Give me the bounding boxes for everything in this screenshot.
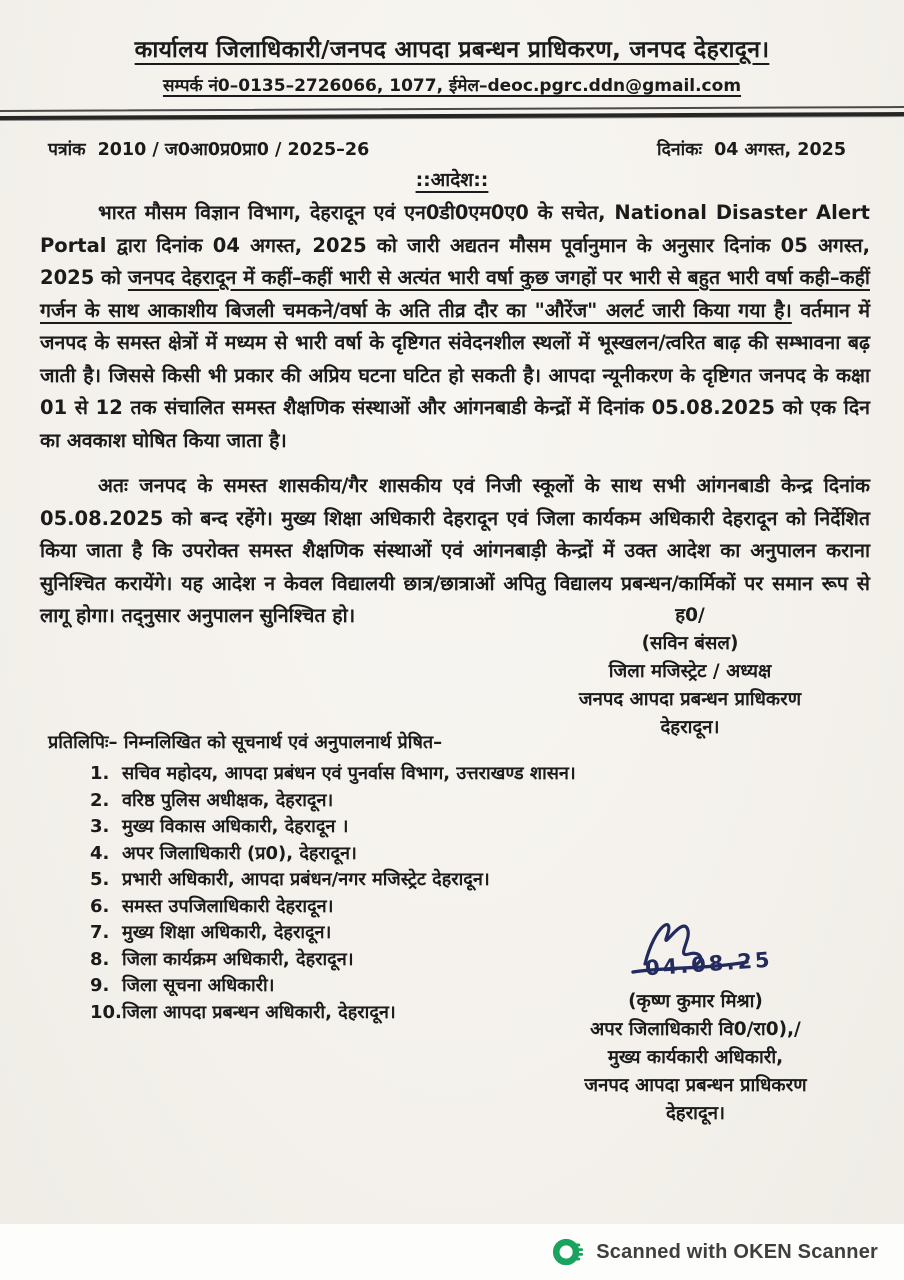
copy-list-item: [48, 947, 633, 974]
copy-list-number: 6.: [90, 895, 110, 917]
copy-list-text: जिला आपदा प्रबन्धन अधिकारी, देहरादून।: [122, 1001, 396, 1023]
copy-list-text: अपर जिलाधिकारी (प्र0), देहरादून।: [122, 842, 357, 864]
signature-line: अपर जिलाधिकारी वि0/रा0),/: [590, 1019, 801, 1040]
reference-row: [48, 137, 846, 161]
signature-line: जिला मजिस्ट्रेट / अध्यक्ष: [608, 661, 772, 682]
copy-list-number: 4.: [90, 842, 110, 864]
copy-to-section: [48, 730, 633, 1026]
signature-line: मुख्य कार्यकारी अधिकारी,: [607, 1047, 784, 1068]
copy-list-item: [48, 788, 633, 815]
scanner-footer: [0, 1224, 904, 1280]
signature-adm-lines: [553, 988, 838, 1128]
contact-line: [0, 73, 904, 96]
order-heading: [0, 166, 904, 192]
office-title: कार्यालय जिलाधिकारी/जनपद आपदा प्रबन्धन प्राधिकरण, जनपद देहरादून।: [134, 37, 770, 63]
copy-list: [48, 761, 633, 1026]
signature-line: ह0/: [675, 605, 705, 626]
copy-list-text: मुख्य शिक्षा अधिकारी, देहरादून।: [122, 922, 332, 943]
signature-line: देहरादून।: [665, 1103, 726, 1124]
copy-list-number: 3.: [90, 816, 110, 837]
scanner-footer-text: Scanned with OKEN Scanner: [596, 1240, 878, 1263]
copy-list-item: [48, 973, 633, 1000]
copy-list-number: 7.: [90, 922, 110, 943]
copy-list-number: 9.: [90, 975, 110, 996]
copy-list-item: [48, 841, 633, 868]
copy-list-item: [48, 814, 633, 841]
copy-list-number: 1.: [90, 763, 110, 784]
letter-number-label: पत्रांक: [48, 140, 86, 160]
body-paragraph-1: [40, 197, 870, 457]
copy-list-item: [48, 867, 633, 894]
letter-number: [48, 137, 369, 161]
oken-scanner-icon: [552, 1236, 584, 1268]
copy-list-text: वरिष्ठ पुलिस अधीक्षक, देहरादून।: [122, 789, 334, 811]
text-segment: अतः जनपद के समस्त शासकीय/गैर शासकीय एवं निजी स्कूलों के साथ सभी आंगनबाडी केन्द्र दिनांक 05.08.2025 को बन्द रहेंगे। मुख्य शिक्षा अधिकारी देहरादून एवं जिला कार्यकम अधिकारी देहरादून को निर्देशित किया जाता है कि उपरोक्त समस्त शैक्षणिक संस्थाओं एवं आंगनबाड़ी केन्द्रों में उक्त आदेश का अनुपालन कराना सुनिश्चित करायेंगे। यह आदेश न केवल विद्यालयी छात्र/छात्राओं अपितु विद्यालय प्रबन्धन/कार्मिकों पर समान रूप से लागू होगा। तद्नुसार अनुपालन सुनिश्चित हो।: [40, 474, 870, 627]
letter-date-label: दिनांकः: [657, 140, 703, 160]
letter-date-value: 04 अगस्त, 2025: [714, 140, 846, 160]
signature-block-dm: [555, 602, 825, 742]
copy-to-heading: प्रतिलिपिः– निम्नलिखित को सूचनार्थ एवं अनुपालनार्थ प्रेषित–: [48, 732, 443, 753]
signature-line: (सविन बंसल): [641, 633, 739, 654]
signature-block-adm: [553, 912, 838, 1128]
copy-list-item: [48, 920, 633, 947]
handwritten-date: 04.08.25: [644, 947, 774, 981]
letterhead: [0, 32, 904, 96]
copy-list-number: 2.: [90, 789, 110, 811]
copy-list-text: प्रभारी अधिकारी, आपदा प्रबंधन/नगर मजिस्ट्रेट देहरादून।: [122, 869, 490, 890]
order-heading-text: ::आदेश::: [415, 169, 489, 191]
copy-list-number: 10.: [90, 1001, 122, 1023]
contact-line-text: सम्पर्क नं0–0135–2726066, 1077, ईमेल–deoc.pgrc.ddn@gmail.com: [162, 76, 742, 96]
divider-line-thick: [0, 112, 904, 120]
copy-list-number: 5.: [90, 869, 110, 890]
copy-list-text: समस्त उपजिलाधिकारी देहरादून।: [122, 895, 334, 917]
copy-list-text: जिला कार्यक्रम अधिकारी, देहरादून।: [122, 948, 354, 970]
text-segment: वर्तमान में जनपद के समस्त क्षेत्रों में मध्यम से भारी वर्षा के दृष्टिगत संवेदनशील स्थलों में भूस्खलन/त्वरित बाढ़ की सम्भावना बढ़ जाती है। जिससे किसी भी प्रकार की अप्रिय घटना घटित हो सकती है। आपदा न्यूनीकरण के दृष्टिगत जनपद के कक्षा 01 से 12 तक संचालित समस्त शैक्षणिक संस्थाओं और आंगनबाडी केन्द्रों में दिनांक 05.08.2025 को एक दिन का अवकाश घोषित किया जाता है।: [40, 298, 870, 452]
text-segment: भारत मौसम विज्ञान विभाग, देहरादून एवं एन0डी0एम0ए0 के सचेत, National Disaster Alert Portal द्वारा दिनांक 04 अगस्त, 2025 को जारी अद्यतन मौसम पूर्वानुमान के अनुसार दिनांक 05 अगस्त, 2025 को: [40, 201, 870, 289]
signature-line: जनपद आपदा प्रबन्धन प्राधिकरण: [578, 689, 802, 710]
underlined-text-segment: जनपद देहरादून में कहीं–कहीं भारी से अत्यंत भारी वर्षा कुछ जगहों पर भारी से बहुत भारी वर्षा कही–कहीं गर्जन के साथ आकाशीय बिजली चमकने/वर्षा के अति तीव्र दौर का "औरेंज" अलर्ट जारी किया गया है।: [40, 266, 870, 322]
copy-list-item: [48, 761, 633, 788]
copy-list-item: [48, 1000, 633, 1027]
divider-line-thin: [0, 106, 904, 112]
copy-list-text: मुख्य विकास अधिकारी, देहरादून ।: [122, 816, 349, 837]
signature-line: जनपद आपदा प्रबन्धन प्राधिकरण: [584, 1075, 807, 1096]
header-divider: [0, 106, 904, 120]
order-body: [40, 197, 870, 633]
letter-date: [657, 137, 846, 161]
copy-list-item: [48, 894, 633, 921]
letter-number-value: 2010 / ज0आ0प्र0प्रा0 / 2025–26: [97, 140, 370, 160]
copy-list-text: जिला सूचना अधिकारी।: [122, 975, 275, 996]
copy-list-text: सचिव महोदय, आपदा प्रबंधन एवं पुनर्वास विभाग, उत्तराखण्ड शासन।: [122, 763, 576, 784]
signature-line: (कृष्ण कुमार मिश्रा): [628, 991, 763, 1012]
signature-area: [553, 912, 838, 988]
signature-line: देहरादून।: [660, 717, 720, 738]
copy-list-number: 8.: [90, 948, 110, 970]
